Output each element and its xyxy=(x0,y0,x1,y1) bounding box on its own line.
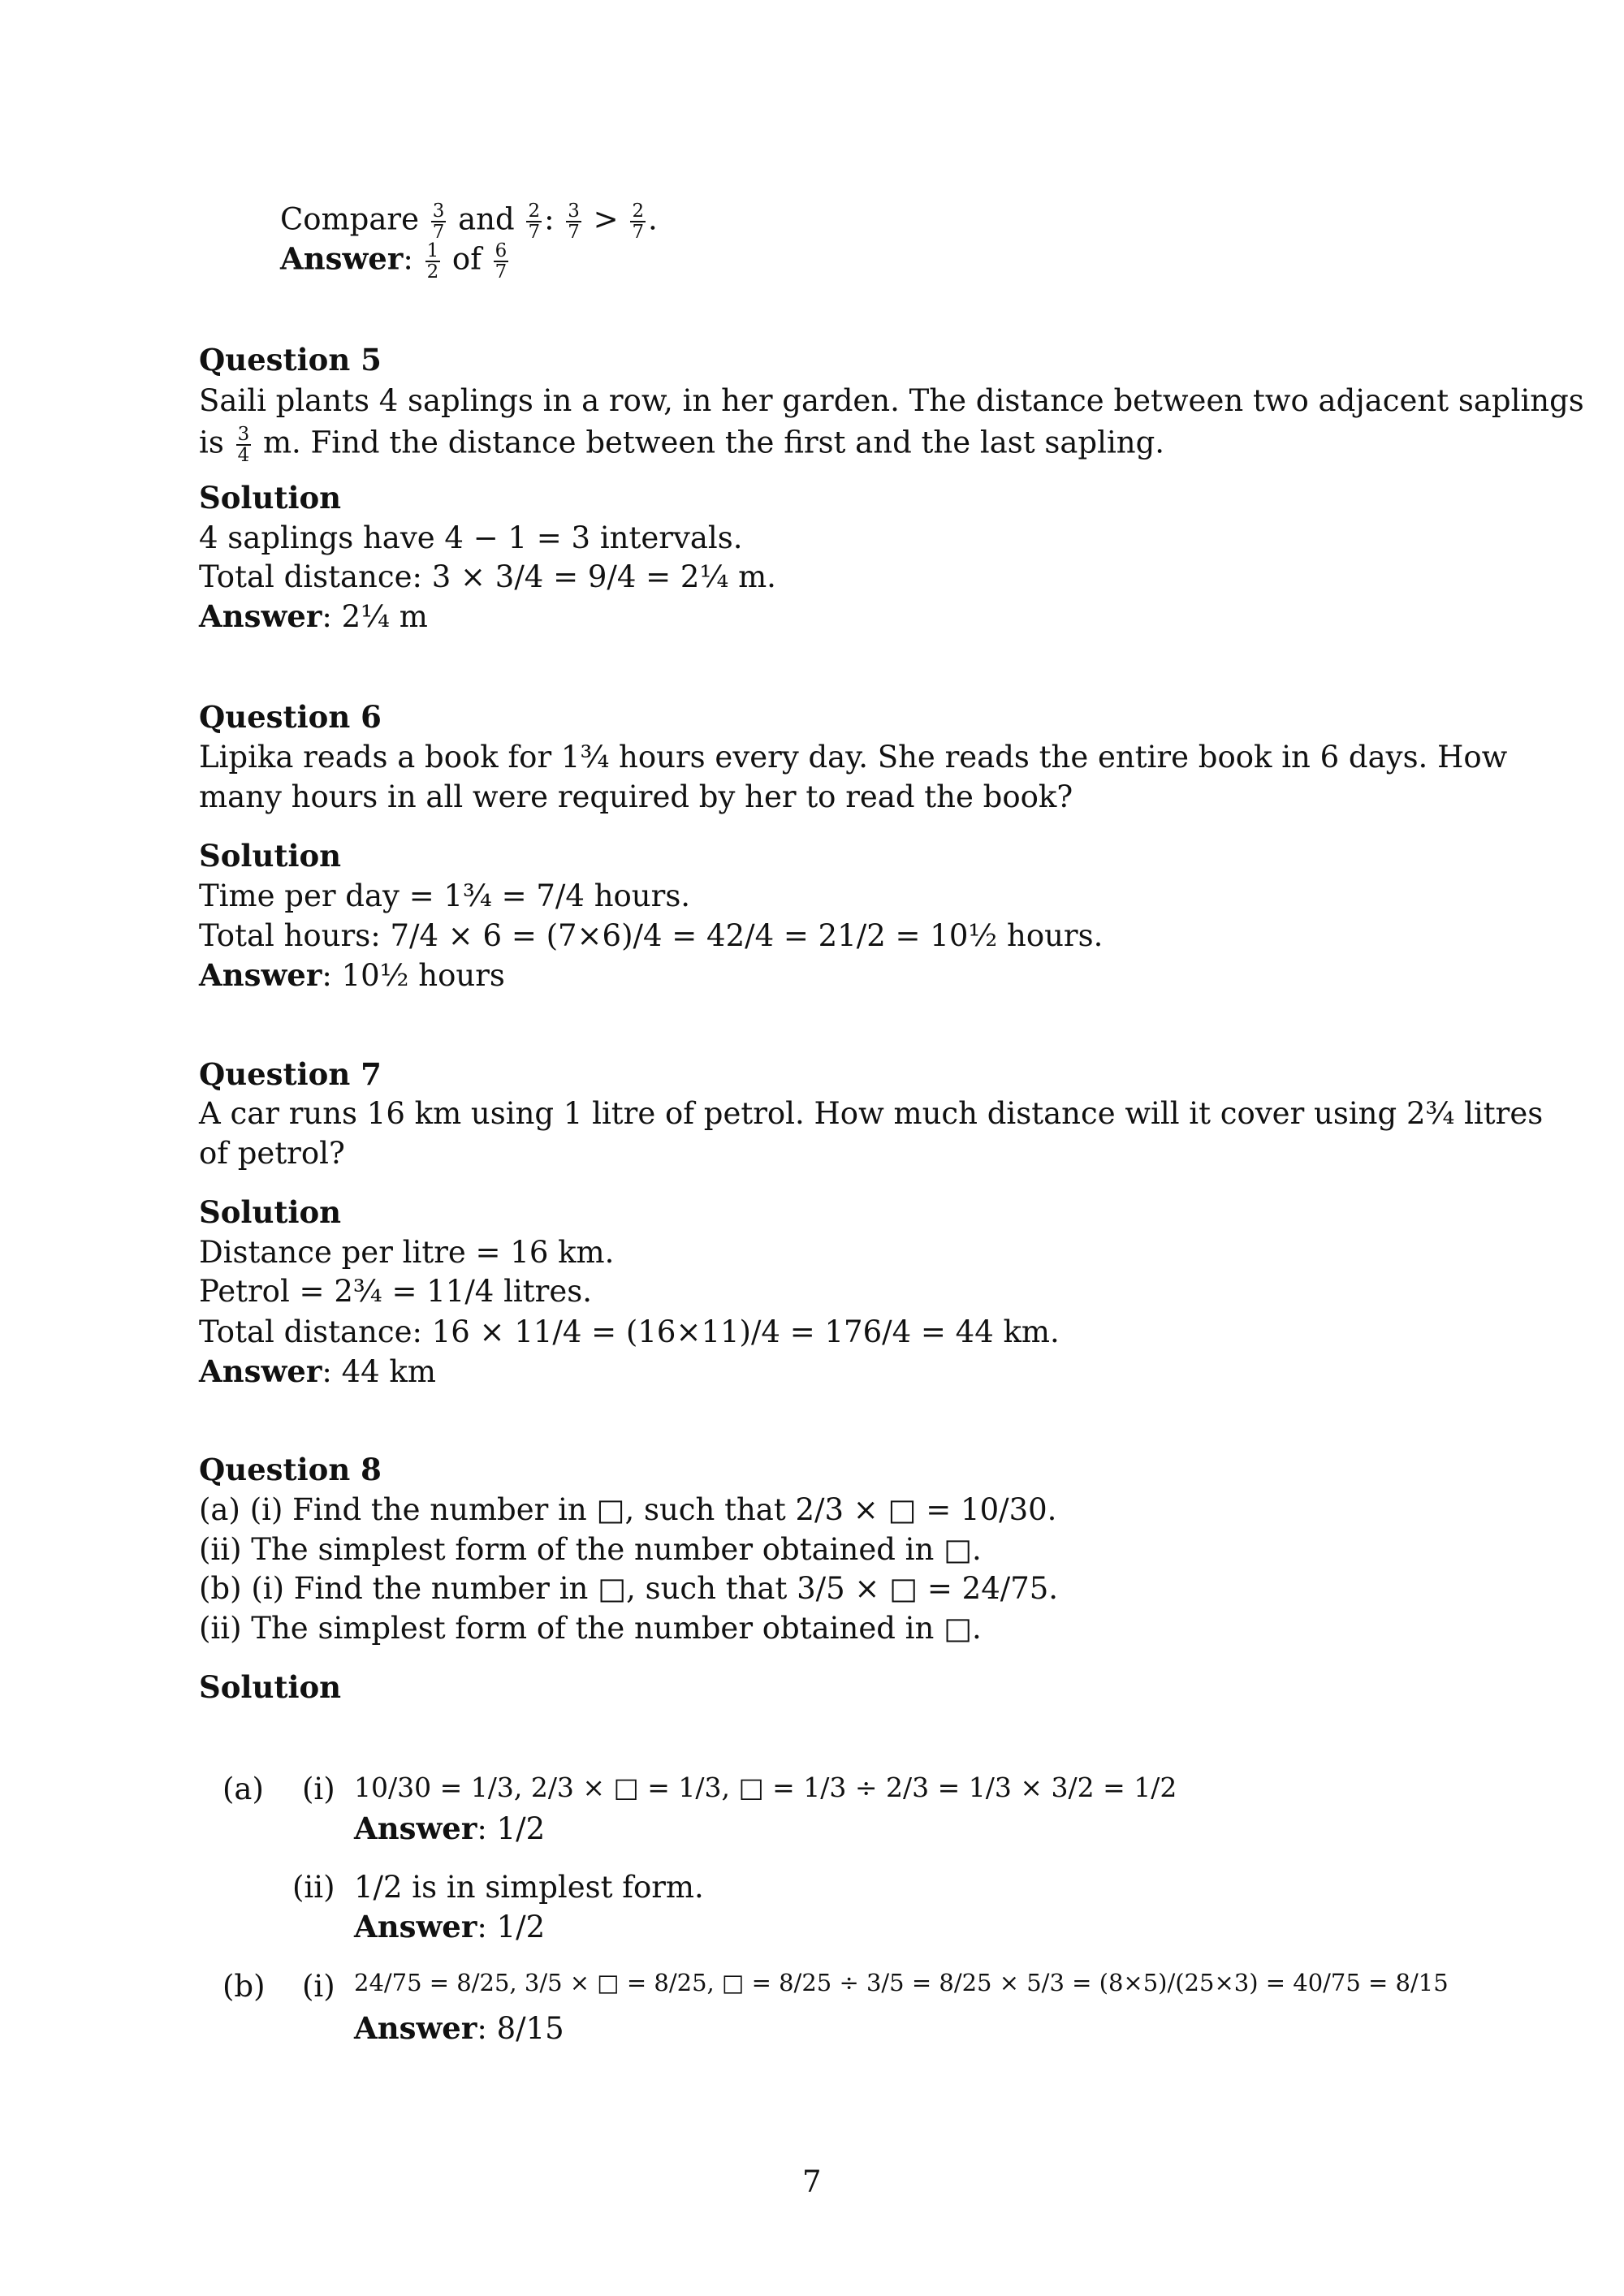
page-number: 7 xyxy=(802,2164,822,2199)
part-b-i-label: (i) xyxy=(302,1969,335,2004)
question-6-text-line1: Lipika reads a book for 1¾ hours every day. She reads the entire book in 6 days. How xyxy=(199,740,1508,775)
question-5-solution-line2: Total distance: 3 × 3/4 = 9/4 = 2¼ m. xyxy=(199,559,776,594)
fraction: $\frac{2}{7}$ xyxy=(632,201,645,244)
part-b-i-answer: Answer: 8/15 xyxy=(354,2010,564,2046)
question-6-answer: Answer: 10½ hours xyxy=(199,957,505,993)
question-8-heading: Question 8 xyxy=(199,1452,382,1487)
question-7-solution-line1: Distance per litre = 16 km. xyxy=(199,1235,615,1270)
question-5-heading: Question 5 xyxy=(199,342,382,378)
question-6-solution-line1: Time per day = 1¾ = 7/4 hours. xyxy=(199,878,691,913)
fraction: $\frac{3}{4}$ xyxy=(237,424,250,467)
fraction: $\frac{3}{7}$ xyxy=(432,201,445,244)
part-b-label: (b) xyxy=(222,1969,266,2004)
question-6-text-line2: many hours in all were required by her to read the book? xyxy=(199,779,1073,814)
part-a-label: (a) xyxy=(222,1772,264,1806)
question-5-solution-line1: 4 saplings have 4 − 1 = 3 intervals. xyxy=(199,520,743,555)
fraction: $\frac{2}{7}$ xyxy=(528,201,541,244)
question-8-solution-heading: Solution xyxy=(199,1669,342,1705)
question-5-text-line2: is $\frac{3}{4}$ m. Find the distance between the first and the last sapling. xyxy=(199,424,1165,467)
question-6-solution-heading: Solution xyxy=(199,838,342,874)
question-7-solution-heading: Solution xyxy=(199,1194,342,1230)
question-5-solution-heading: Solution xyxy=(199,480,342,516)
part-a-i-equation: 10/30 = 1/3, 2/3 × □ = 1/3, □ = 1/3 ÷ 2/3 = 1/3 × 3/2 = 1/2 xyxy=(354,1772,1177,1803)
question-5-text-line1: Saili plants 4 saplings in a row, in her garden. The distance between two adjacent saplings xyxy=(199,383,1584,418)
carryover-compare-line: Compare $\frac{3}{7}$ and $\frac{2}{7}$ : $\frac{3}{7}$ > $\frac{2}{7}$ . xyxy=(280,201,658,244)
question-7-solution-line3: Total distance: 16 × 11/4 = (16×11)/4 = 176/4 = 44 km. xyxy=(199,1314,1060,1349)
part-b-i-equation: 24/75 = 8/25, 3/5 × □ = 8/25, □ = 8/25 ÷ 3/5 = 8/25 × 5/3 = (8×5)/(25×3) = 40/75 = 8/15 xyxy=(354,1969,1449,1996)
question-7-heading: Question 7 xyxy=(199,1056,382,1092)
fraction: $\frac{3}{7}$ xyxy=(568,201,580,244)
question-7-answer: Answer: 44 km xyxy=(199,1353,436,1389)
question-6-heading: Question 6 xyxy=(199,699,382,735)
carryover-answer-line: Answer: $\frac{1}{2}$ of $\frac{6}{7}$ xyxy=(280,240,508,283)
question-8-text-line4: (ii) The simplest form of the number obtained in □. xyxy=(199,1611,982,1646)
part-a-ii-answer: Answer: 1/2 xyxy=(354,1909,546,1944)
part-a-i-label: (i) xyxy=(302,1772,335,1806)
question-7-text-line1: A car runs 16 km using 1 litre of petrol. How much distance will it cover using 2¾ litres xyxy=(199,1096,1544,1131)
fraction: $\frac{6}{7}$ xyxy=(495,240,508,283)
question-7-solution-line2: Petrol = 2¾ = 11/4 litres. xyxy=(199,1274,592,1309)
question-8-text-line1: (a) (i) Find the number in □, such that 2/3 × □ = 10/30. xyxy=(199,1492,1057,1527)
part-a-ii-text: 1/2 is in simplest form. xyxy=(354,1870,704,1905)
question-8-text-line3: (b) (i) Find the number in □, such that 3/5 × □ = 24/75. xyxy=(199,1571,1059,1606)
question-8-text-line2: (ii) The simplest form of the number obtained in □. xyxy=(199,1532,982,1567)
question-5-answer: Answer: 2¼ m xyxy=(199,598,428,634)
part-a-ii-label: (ii) xyxy=(292,1870,335,1905)
question-7-text-line2: of petrol? xyxy=(199,1136,345,1171)
fraction: $\frac{1}{2}$ xyxy=(426,240,439,283)
question-6-solution-line2: Total hours: 7/4 × 6 = (7×6)/4 = 42/4 = 21/2 = 10½ hours. xyxy=(199,918,1104,953)
part-a-i-answer: Answer: 1/2 xyxy=(354,1810,546,1846)
